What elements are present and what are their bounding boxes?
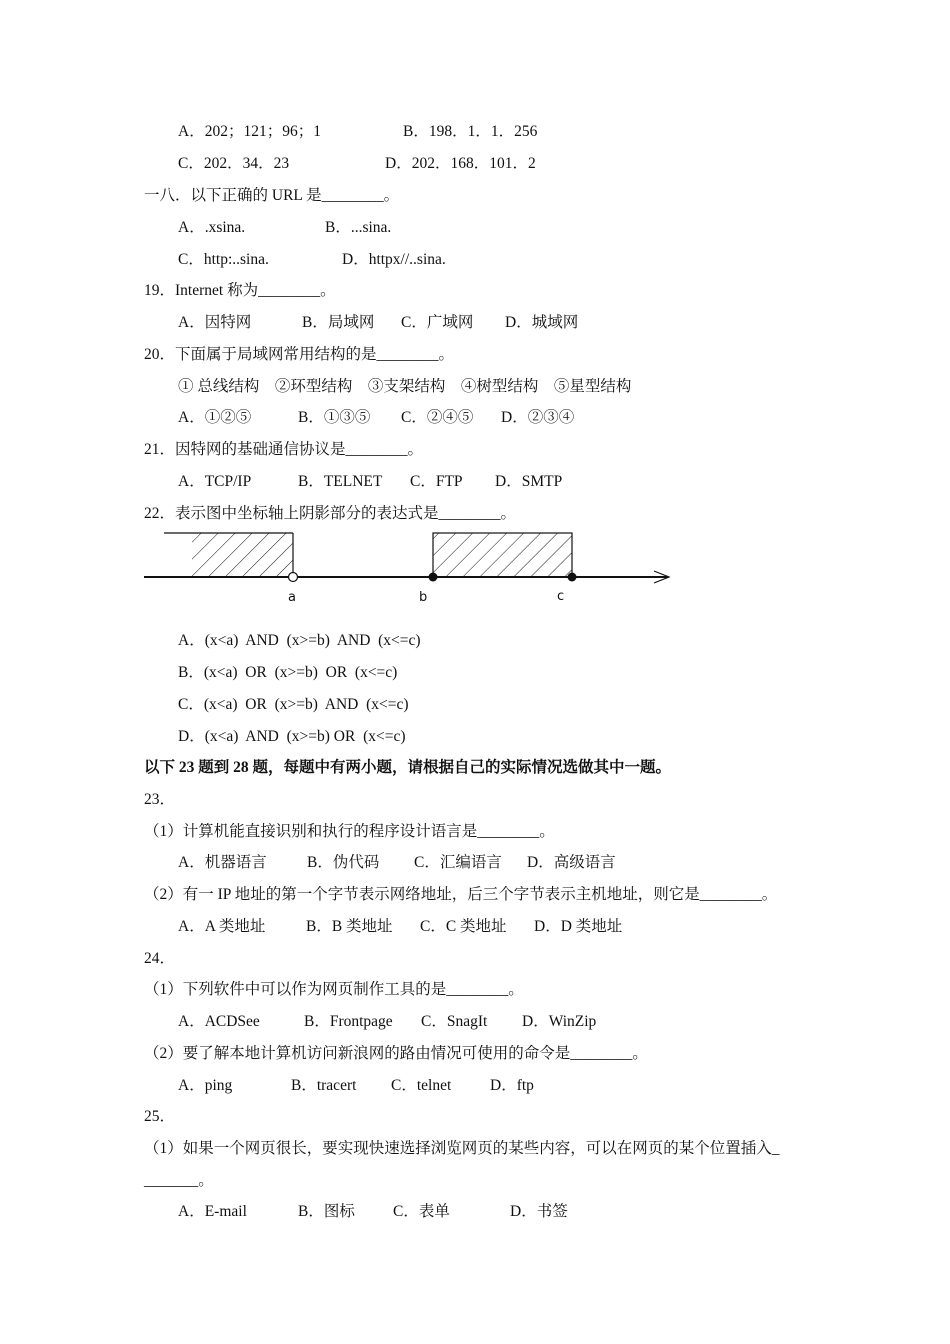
point-a-open bbox=[289, 573, 298, 582]
option-text: D．D 类地址 bbox=[534, 918, 623, 935]
question-18: 一八．以下正确的 URL 是________。 bbox=[144, 187, 400, 204]
question-23-2: （2）有一 IP 地址的第一个字节表示网络地址，后三个字节表示主机地址，则它是________。 bbox=[144, 886, 778, 903]
option-text: C．telnet bbox=[391, 1077, 452, 1094]
option-text: C．(x<a) OR (x>=b) AND (x<=c) bbox=[178, 696, 409, 713]
option-text: D．ftp bbox=[490, 1077, 534, 1094]
option-text: A．ACDSee bbox=[178, 1013, 260, 1030]
option-text: A．ping bbox=[178, 1077, 233, 1094]
option-text: A．因特网 bbox=[178, 314, 252, 331]
option-text: B．局域网 bbox=[302, 314, 375, 331]
left-shaded-region bbox=[192, 533, 293, 577]
question-25: 25． bbox=[144, 1108, 176, 1125]
option-text: B．TELNET bbox=[298, 473, 383, 490]
option-text: A．A 类地址 bbox=[178, 918, 266, 935]
option-text: C．表单 bbox=[393, 1203, 450, 1220]
option-text: C．汇编语言 bbox=[414, 854, 502, 871]
number-line-diagram bbox=[140, 526, 680, 608]
option-text: A．(x<a) AND (x>=b) AND (x<=c) bbox=[178, 632, 421, 649]
option-text: B．图标 bbox=[298, 1203, 355, 1220]
option-text: B．tracert bbox=[291, 1077, 357, 1094]
option-text: A．机器语言 bbox=[178, 854, 267, 871]
option-text: A．202；121；96；1 bbox=[178, 123, 321, 140]
option-text: D．书签 bbox=[510, 1203, 568, 1220]
option-text: B．伪代码 bbox=[307, 854, 380, 871]
option-text: D．SMTP bbox=[495, 473, 563, 490]
option-text: C．广域网 bbox=[401, 314, 474, 331]
option-text: A．.xsina. bbox=[178, 219, 246, 236]
option-text: D．(x<a) AND (x>=b) OR (x<=c) bbox=[178, 728, 406, 745]
section-note: 以下 23 题到 28 题，每题中有两小题，请根据自己的实际情况选做其中一题。 bbox=[144, 759, 672, 776]
question-23: 23． bbox=[144, 791, 176, 808]
question-25-1: （1）如果一个网页很长，要实现快速选择浏览网页的某些内容，可以在网页的某个位置插入_ bbox=[144, 1140, 780, 1157]
question-22: 22．表示图中坐标轴上阴影部分的表达式是________。 bbox=[144, 505, 517, 522]
question-21: 21．因特网的基础通信协议是________。 bbox=[144, 441, 424, 458]
q20-items: ① 总线结构 ②环型结构 ③支架结构 ④树型结构 ⑤星型结构 bbox=[178, 378, 632, 395]
question-24: 24． bbox=[144, 950, 176, 967]
option-text: C．http:..sina. bbox=[178, 251, 269, 268]
axis-label-a: a bbox=[288, 590, 296, 605]
option-text: B．B 类地址 bbox=[306, 918, 393, 935]
option-text: C．202．34．23 bbox=[178, 155, 290, 172]
option-text: D．httpx//..sina. bbox=[342, 251, 446, 268]
question-23-1: （1）计算机能直接识别和执行的程序设计语言是________。 bbox=[144, 823, 555, 840]
question-25-1-cont: _______。 bbox=[144, 1172, 214, 1189]
point-c-closed bbox=[568, 573, 577, 582]
option-text: B．198．1．1．256 bbox=[403, 123, 538, 140]
option-text: B．...sina. bbox=[325, 219, 392, 236]
option-text: D．城域网 bbox=[505, 314, 579, 331]
option-text: B．(x<a) OR (x>=b) OR (x<=c) bbox=[178, 664, 398, 681]
option-text: B．①③⑤ bbox=[298, 409, 371, 426]
option-text: A．E-mail bbox=[178, 1203, 247, 1220]
option-text: C．C 类地址 bbox=[420, 918, 507, 935]
option-text: D．WinZip bbox=[522, 1013, 597, 1030]
option-text: D．②③④ bbox=[501, 409, 575, 426]
axis-label-b: b bbox=[419, 590, 428, 605]
question-24-2: （2）要了解本地计算机访问新浪网的路由情况可使用的命令是________。 bbox=[144, 1045, 648, 1062]
option-text: A．①②⑤ bbox=[178, 409, 252, 426]
option-text: C．FTP bbox=[410, 473, 463, 490]
right-shaded-region bbox=[433, 533, 572, 577]
question-20: 20．下面属于局域网常用结构的是________。 bbox=[144, 346, 455, 363]
option-text: A．TCP/IP bbox=[178, 473, 252, 490]
option-text: C．②④⑤ bbox=[401, 409, 474, 426]
option-text: D．202．168．101．2 bbox=[385, 155, 536, 172]
axis-label-c: c bbox=[557, 589, 565, 604]
point-b-closed bbox=[429, 573, 438, 582]
option-text: C．SnagIt bbox=[421, 1013, 488, 1030]
option-text: B．Frontpage bbox=[304, 1013, 393, 1030]
option-text: D．高级语言 bbox=[527, 854, 616, 871]
question-24-1: （1）下列软件中可以作为网页制作工具的是________。 bbox=[144, 981, 524, 998]
question-19: 19．Internet 称为________。 bbox=[144, 282, 336, 299]
